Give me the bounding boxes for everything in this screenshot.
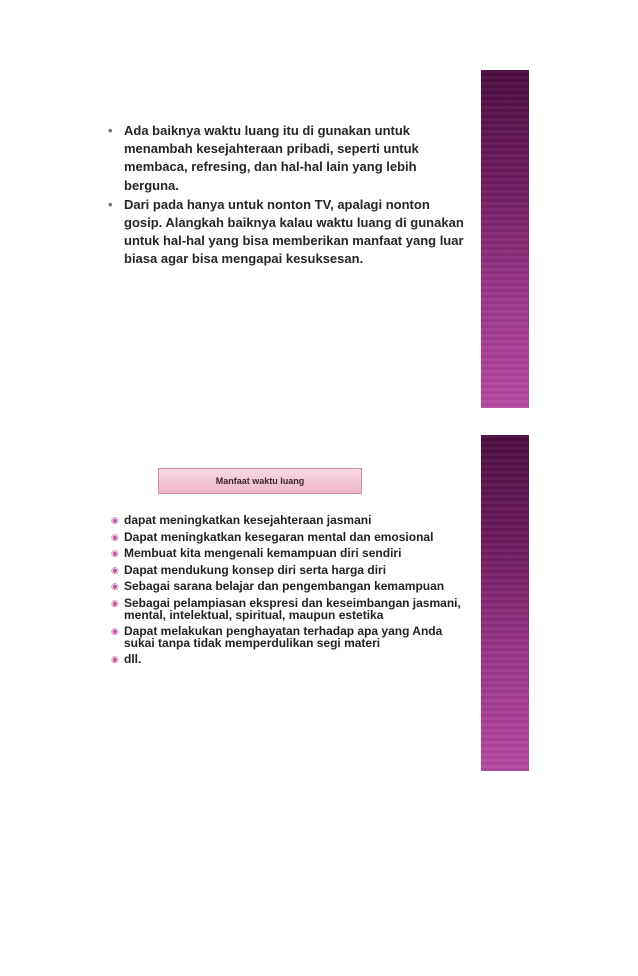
slide-1-bullet-text: Ada baiknya waktu luang itu di gunakan untuk menambah kesejahteraan pribadi, seperti untuk membaca, refresing, dan hal-hal lain yang lebih berguna. — [124, 123, 419, 193]
slide-2-bullet-text: Dapat melakukan penghayatan terhadap apa yang Anda sukai tanpa tidak memperdulikan segi materi — [124, 624, 443, 650]
slide-2-bullet-item — [111, 581, 463, 593]
circle-bullet-icon: ◉ — [111, 581, 119, 592]
slide-1 — [0, 70, 638, 408]
slide-1-bullet-text: Dari pada hanya untuk nonton TV, apalagi nonton gosip. Alangkah baiknya kalau waktu luang di gunakan untuk hal-hal yang bisa memberikan manfaat yang luar biasa agar bisa mengapai kesuksesan. — [124, 196, 464, 267]
slide-2-bullet-text: Sebagai pelampiasan ekspresi dan keseimbangan jasmani, mental, intelektual, spiritual, maupun estetika — [124, 595, 461, 622]
slide-2-bullet-text: Sebagai sarana belajar dan pengembangan kemampuan — [124, 579, 445, 594]
slide-2-accent-bar — [481, 435, 529, 771]
slide-2-bullet-item — [111, 595, 463, 622]
bullet-dot-icon: • — [108, 196, 113, 212]
circle-bullet-icon: ◉ — [111, 515, 119, 525]
slide-1-bullet-item — [108, 196, 468, 269]
slide-2 — [0, 435, 638, 771]
slide-1-bullet-list — [108, 122, 468, 270]
slide-1-accent-bar — [481, 70, 529, 408]
circle-bullet-icon: ◉ — [111, 597, 119, 608]
slide-2-bullet-item — [111, 529, 463, 544]
slide-2-bullet-text: Membuat kita mengenali kemampuan diri sendiri — [124, 546, 402, 561]
slide-2-bullet-text: Dapat meningkatkan kesegaran mental dan emosional — [124, 529, 434, 544]
slide-2-heading: Manfaat waktu luang — [158, 468, 362, 494]
slide-2-bullet-list — [111, 515, 463, 671]
slide-2-bullet-text: dll. — [124, 652, 142, 667]
slide-2-bullet-item — [111, 562, 463, 577]
slide-2-bullet-text: dapat meningkatkan kesejahteraan jasmani — [124, 513, 372, 527]
circle-bullet-icon: ◉ — [111, 548, 119, 559]
circle-bullet-icon: ◉ — [111, 531, 119, 542]
slide-2-bullet-text: Dapat mendukung konsep diri serta harga diri — [124, 562, 387, 577]
slide-2-bullet-item — [111, 626, 463, 649]
slide-1-bullet-item — [108, 122, 468, 195]
circle-bullet-icon: ◉ — [111, 564, 119, 575]
bullet-dot-icon: • — [108, 123, 113, 138]
circle-bullet-icon: ◉ — [111, 626, 119, 637]
circle-bullet-icon: ◉ — [111, 654, 119, 665]
slide-2-bullet-item — [111, 654, 463, 666]
slide-2-bullet-item — [111, 515, 463, 527]
slide-2-bullet-item — [111, 548, 463, 560]
